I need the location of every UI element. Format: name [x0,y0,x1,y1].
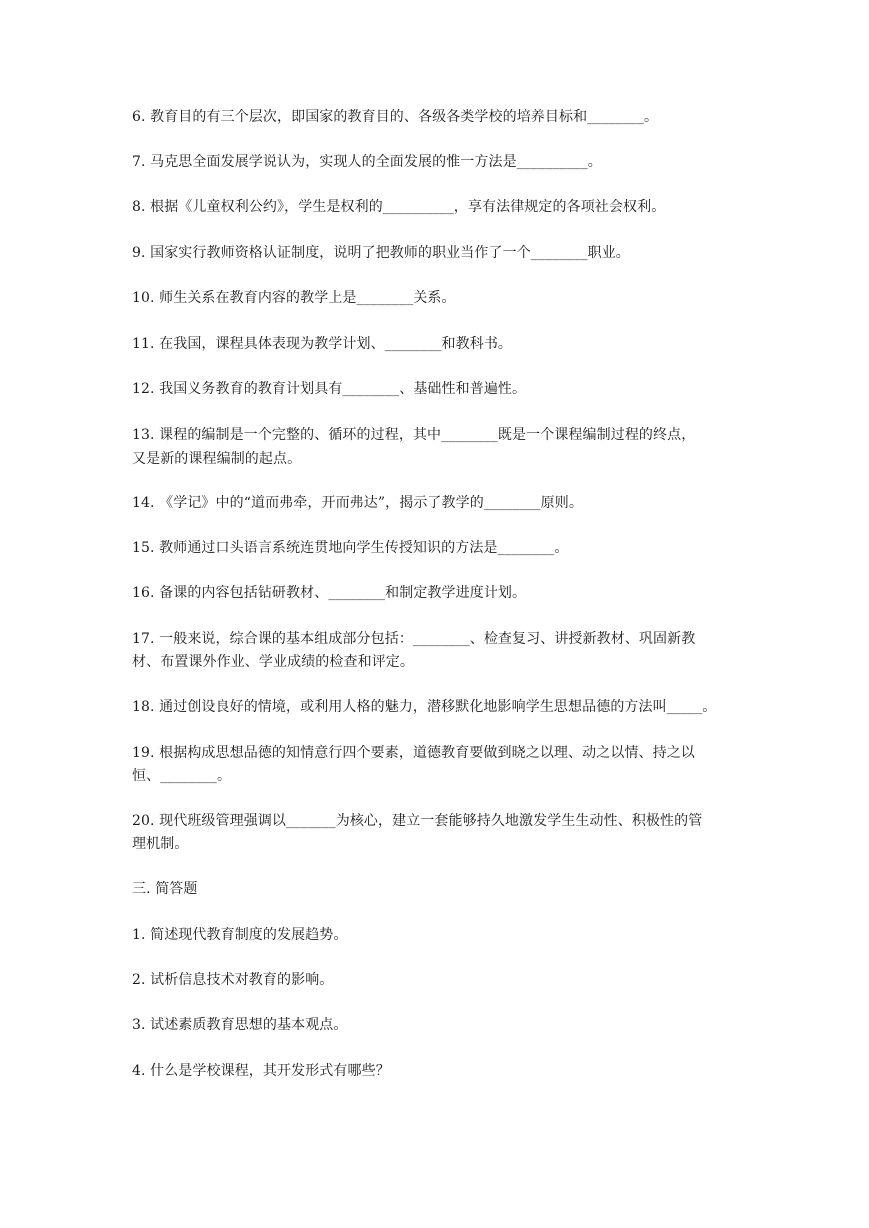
short-answer-1: 1. 简述现代教育制度的发展趋势。 [132,927,348,943]
question-6: 6. 教育目的有三个层次，即国家的教育目的、各级各类学校的培养目标和________。 [132,109,659,125]
question-7: 7. 马克思全面发展学说认为，实现人的全面发展的惟一方法是__________。 [132,154,602,170]
question-9: 9. 国家实行教师资格认证制度，说明了把教师的职业当作了一个________职业。 [132,245,630,261]
question-13-line1: 13. 课程的编制是一个完整的、循环的过程，其中________既是一个课程编制过程的终点， [132,427,696,443]
question-18: 18. 通过创设良好的情境，或利用人格的魅力，潜移默化地影响学生思想品德的方法叫_____。 [132,699,717,715]
question-12: 12. 我国义务教育的教育计划具有________、基础性和普遍性。 [132,381,527,397]
question-20-line2: 理机制。 [132,836,189,852]
question-19-line2: 恒、________。 [132,768,232,784]
question-16: 16. 备课的内容包括钻研教材、________和制定教学进度计划。 [132,585,527,601]
question-10: 10. 师生关系在教育内容的教学上是________关系。 [132,290,456,306]
question-14: 14. 《学记》中的“道而弗牵，开而弗达”，揭示了教学的________原则。 [132,495,583,511]
question-19-line1: 19. 根据构成思想品德的知情意行四个要素，道德教育要做到晓之以理、动之以情、持之以 [132,745,695,761]
section-heading: 三. 简答题 [132,881,198,897]
short-answer-4: 4. 什么是学校课程，其开发形式有哪些？ [132,1063,390,1079]
question-20-line1: 20. 现代班级管理强调以_______为核心，建立一套能够持久地激发学生生动性、积极性的管 [132,813,703,829]
question-13-line2: 又是新的课程编制的起点。 [132,451,302,467]
question-17-line2: 材、布置课外作业、学业成绩的检查和评定。 [132,654,414,670]
question-15: 15. 教师通过口头语言系统连贯地向学生传授知识的方法是________。 [132,540,569,556]
question-11: 11. 在我国，课程具体表现为教学计划、________和教科书。 [132,336,513,352]
short-answer-3: 3. 试述素质教育思想的基本观点。 [132,1017,348,1033]
question-17-line1: 17. 一般来说，综合课的基本组成部分包括：________、检查复习、讲授新教材、巩固新教 [132,631,696,647]
question-8: 8. 根据《儿童权利公约》，学生是权利的__________，享有法律规定的各项社会权利。 [132,199,666,215]
short-answer-2: 2. 试析信息技术对教育的影响。 [132,972,334,988]
